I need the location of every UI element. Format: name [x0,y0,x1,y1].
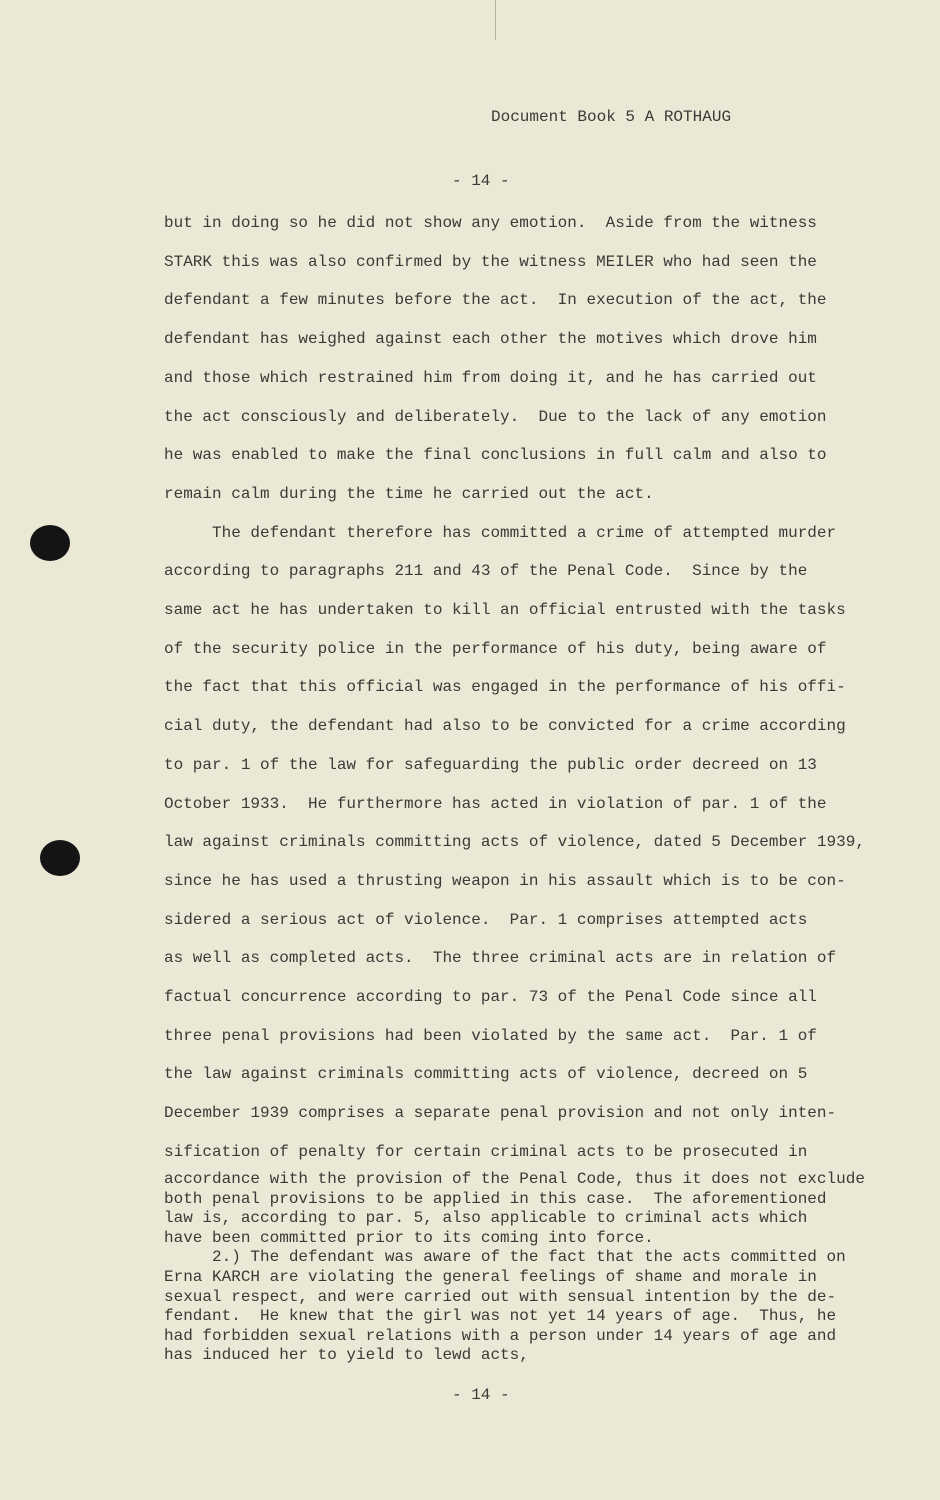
text-line: 2.) The defendant was aware of the fact that the acts committed on [164,1248,846,1267]
text-line: October 1933. He furthermore has acted in violation of par. 1 of the [164,794,827,813]
text-line: the act consciously and deliberately. Due to the lack of any emotion [164,407,827,426]
text-line: factual concurrence according to par. 73 of the Penal Code since all [164,988,817,1007]
text-line: as well as completed acts. The three criminal acts are in relation of [164,949,837,968]
text-line: has induced her to yield to lewd acts, [164,1346,529,1365]
text-line: December 1939 comprises a separate penal provision and not only inten- [164,1104,837,1123]
text-line: cial duty, the defendant had also to be convicted for a crime according [164,717,846,736]
text-line: according to paragraphs 211 and 43 of the Penal Code. Since by the [164,562,808,581]
text-line: had forbidden sexual relations with a person under 14 years of age and [164,1326,837,1345]
text-line: sexual respect, and were carried out with sensual intention by the de- [164,1287,837,1306]
text-line: since he has used a thrusting weapon in his assault which is to be con- [164,871,846,890]
text-line: fendant. He knew that the girl was not yet 14 years of age. Thus, he [164,1307,837,1326]
text-line: three penal provisions had been violated by the same act. Par. 1 of [164,1026,817,1045]
text-line: defendant has weighed against each other the motives which drove him [164,330,817,349]
text-line: of the security police in the performance of his duty, being aware of [164,639,827,658]
text-line: STARK this was also confirmed by the witness MEILER who had seen the [164,252,817,271]
text-line: law is, according to par. 5, also applicable to criminal acts which [164,1209,808,1228]
text-line: he was enabled to make the final conclusions in full calm and also to [164,446,827,465]
body-double-spaced [164,204,865,1172]
text-line: sidered a serious act of violence. Par. 1 comprises attempted acts [164,910,808,929]
text-line: the fact that this official was engaged in the performance of his offi- [164,678,846,697]
text-line: same act he has undertaken to kill an official entrusted with the tasks [164,601,846,620]
text-line: have been committed prior to its coming into force. [164,1228,654,1247]
text-line: but in doing so he did not show any emotion. Aside from the witness [164,214,817,232]
fold-mark [495,0,496,40]
text-line: sification of penalty for certain criminal acts to be prosecuted in [164,1142,808,1161]
text-line: law against criminals committing acts of violence, dated 5 December 1939, [164,833,865,852]
text-line: to par. 1 of the law for safeguarding the public order decreed on 13 [164,755,817,774]
text-line: and those which restrained him from doing it, and he has carried out [164,368,817,387]
text-line: defendant a few minutes before the act. In execution of the act, the [164,291,827,310]
punch-hole [30,525,70,561]
text-line: remain calm during the time he carried out the act. [164,484,654,503]
document-header: Document Book 5 A ROTHAUG [491,108,732,126]
text-line: accordance with the provision of the Penal Code, thus it does not exclude [164,1170,865,1188]
page-number-top: - 14 - [452,172,510,190]
body-single-spaced [164,1170,865,1366]
punch-hole [40,840,80,876]
text-line: the law against criminals committing acts of violence, decreed on 5 [164,1065,808,1084]
text-line: The defendant therefore has committed a crime of attempted murder [164,523,837,542]
text-line: both penal provisions to be applied in this case. The aforementioned [164,1189,827,1208]
text-line: Erna KARCH are violating the general feelings of shame and morale in [164,1267,817,1286]
page-number-bottom: - 14 - [452,1386,510,1404]
